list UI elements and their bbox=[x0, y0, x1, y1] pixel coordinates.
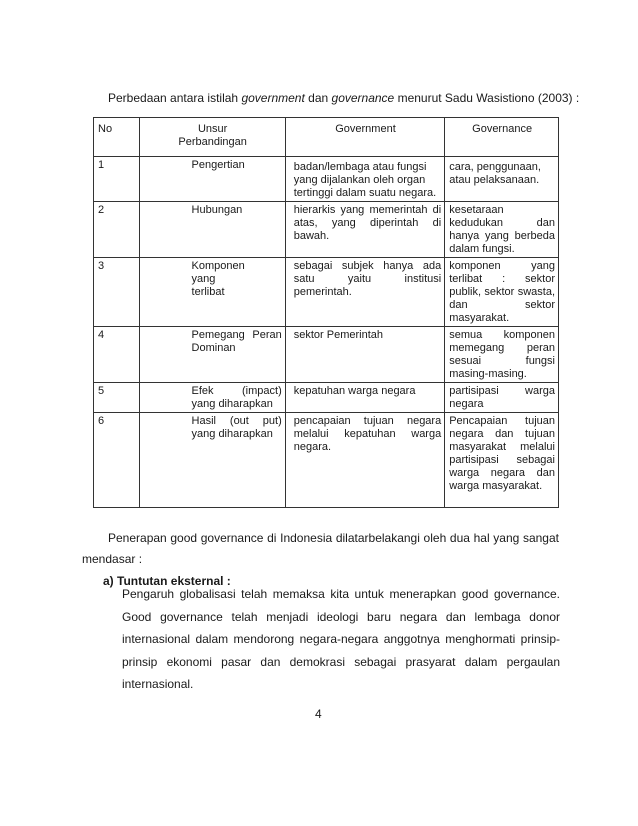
cell-governance: kesetaraan kedudukan dan hanya yang berbeda dalam fungsi. bbox=[445, 202, 559, 258]
table-row bbox=[94, 327, 559, 383]
cell-no: 3 bbox=[94, 258, 140, 327]
header-governance: Governance bbox=[445, 118, 559, 157]
intro-mid: dan bbox=[304, 91, 332, 105]
header-unsur-line1: Unsur bbox=[197, 123, 228, 135]
cell-unsur: Efek (impact) yang diharapkan bbox=[139, 383, 285, 413]
cell-no: 1 bbox=[94, 157, 140, 202]
cell-unsur: Hubungan bbox=[139, 202, 285, 258]
cell-no: 4 bbox=[94, 327, 140, 383]
section-a-body: Pengaruh globalisasi telah memaksa kita untuk menerapkan good governance. Good governance telah menjadi ideologi baru negara dan lembaga donor internasional dalam mendorong negara-negara anggotnya menghormati prinsip-prinsip ekonomi pasar dan demokrasi sebagai prasyarat dalam pergaulan internasional. bbox=[122, 587, 560, 691]
page-number: 4 bbox=[315, 707, 322, 721]
cell-government: sebagai subjek hanya ada satu yaitu institusi pemerintah. bbox=[285, 258, 444, 327]
table-row bbox=[94, 202, 559, 258]
cell-unsur: Hasil (out put) yang diharapkan bbox=[139, 413, 285, 508]
cell-no: 6 bbox=[94, 413, 140, 508]
intro-term-governance: governance bbox=[331, 91, 395, 105]
cell-no: 2 bbox=[94, 202, 140, 258]
cell-governance: cara, penggunaan, atau pelaksanaan. bbox=[445, 157, 559, 202]
cell-unsur: Pengertian bbox=[139, 157, 285, 202]
table-row bbox=[94, 258, 559, 327]
cell-governance: semua komponen memegang peran sesuai fungsi masing-masing. bbox=[445, 327, 559, 383]
intro-prefix: Perbedaan antara istilah bbox=[108, 91, 242, 105]
cell-unsur: Pemegang Peran Dominan bbox=[139, 327, 285, 383]
cell-governance: komponen yang terlibat : sektor publik, sektor swasta, dan sektor masyarakat. bbox=[445, 258, 559, 327]
cell-no: 5 bbox=[94, 383, 140, 413]
comparison-table bbox=[93, 117, 559, 508]
intro-sentence bbox=[108, 91, 579, 105]
header-government: Government bbox=[285, 118, 444, 157]
paragraph-1-line-2: mendasar : bbox=[82, 552, 143, 566]
intro-term-government: government bbox=[241, 91, 305, 105]
table-row bbox=[94, 413, 559, 508]
cell-government: hierarkis yang memerintah di atas, yang diperintah di bawah. bbox=[285, 202, 444, 258]
cell-government: pencapaian tujuan negara melalui kepatuhan warga negara. bbox=[285, 413, 444, 508]
table-row bbox=[94, 157, 559, 202]
table-row bbox=[94, 383, 559, 413]
cell-governance: Pencapaian tujuan negara dan tujuan masyarakat melalui partisipasi sebagai warga negara dan warga masyarakat. bbox=[445, 413, 559, 508]
cell-unsur: Komponen yang terlibat bbox=[139, 258, 285, 327]
section-a-heading: a) Tuntutan eksternal : bbox=[103, 574, 231, 588]
header-unsur bbox=[139, 118, 285, 157]
cell-government: badan/lembaga atau fungsi yang dijalankan oleh organ tertinggi dalam suatu negara. bbox=[285, 157, 444, 202]
header-unsur-line2: Perbandingan bbox=[178, 136, 247, 148]
cell-government: sektor Pemerintah bbox=[285, 327, 444, 383]
paragraph-1-line-1: Penerapan good governance di Indonesia dilatarbelakangi oleh dua hal yang sangat bbox=[108, 531, 559, 545]
header-no: No bbox=[94, 118, 140, 157]
intro-suffix: menurut Sadu Wasistiono (2003) : bbox=[394, 91, 580, 105]
cell-government: kepatuhan warga negara bbox=[285, 383, 444, 413]
table-header-row bbox=[94, 118, 559, 157]
cell-governance: partisipasi warga negara bbox=[445, 383, 559, 413]
